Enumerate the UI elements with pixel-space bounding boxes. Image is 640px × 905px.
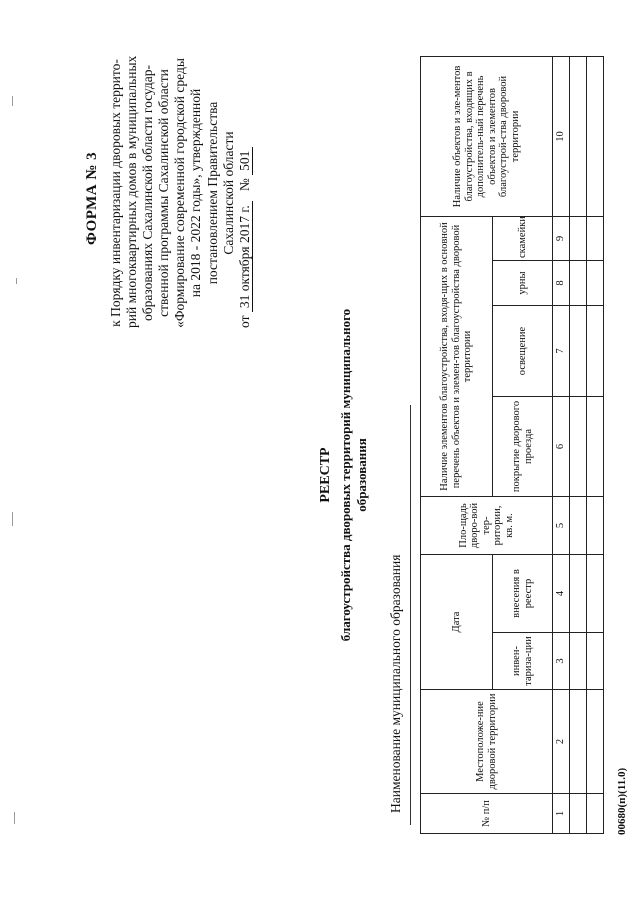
table-cell	[587, 397, 604, 497]
approval-date-line	[237, 58, 253, 328]
table-cell	[570, 555, 587, 633]
column-number: 9	[553, 216, 570, 260]
table-cell	[570, 397, 587, 497]
col-header-benches: скамейки	[493, 216, 553, 260]
approval-line: образованиях Сахалинской области государ-	[140, 64, 156, 322]
col-header-main-elements: Наличие элементов благоустройства, входя-щих в основной перечень объектов и элемен-тов благоустройства дворовой территории	[421, 216, 493, 496]
col-header-location: Местоположе-ние дворовой территории	[421, 690, 553, 794]
col-header-date-inventory: инвен-тариза-ции	[493, 633, 553, 690]
col-header-driveway: покрытие дворового проезда	[493, 397, 553, 497]
register-table	[420, 56, 604, 834]
table-cell	[587, 306, 604, 397]
table-cell	[570, 690, 587, 794]
scan-mark	[12, 512, 13, 526]
table-cell	[570, 261, 587, 306]
col-header-extra-elements: Наличие объектов и эле-ментов благоустройства, входящих в дополнитель-ный перечень объектов и элементов благоустрой-ства дворовой территории	[421, 56, 553, 216]
approval-line: на 2018 - 2022 годы», утвержденной	[188, 88, 204, 298]
footer-code: 00680(п)(11.0)	[616, 767, 628, 835]
table-row	[587, 56, 604, 833]
form-number: ФОРМА № 3	[84, 151, 100, 245]
column-number: 7	[553, 306, 570, 397]
column-number-row	[553, 56, 570, 833]
register-subtitle: благоустройства дворовых территорий муниципального образования	[338, 308, 369, 642]
column-number: 5	[553, 497, 570, 555]
approval-date: 31 октября 2017 г.	[237, 201, 253, 312]
scan-mark	[12, 96, 13, 106]
table-cell	[587, 497, 604, 555]
date-prefix: от	[236, 315, 252, 328]
col-header-area: Пло-щадь дворо-вой тер-ритории, кв. м.	[421, 497, 553, 555]
column-number: 4	[553, 555, 570, 633]
column-number: 8	[553, 261, 570, 306]
scan-mark	[16, 278, 17, 284]
header-row	[421, 56, 493, 833]
approval-line: постановлением Правительства	[204, 101, 220, 285]
table-cell	[587, 216, 604, 260]
approval-line: «Формирование современной городской среды	[172, 58, 188, 328]
column-number: 1	[553, 794, 570, 834]
approval-line: ственной программы Сахалинской области	[156, 69, 172, 317]
approval-line: к Порядку инвентаризации дворовых террито-	[108, 59, 123, 327]
register-title: РЕЕСТР	[318, 447, 333, 503]
col-header-lighting: освещение	[493, 306, 553, 397]
approval-block	[108, 55, 253, 328]
table-cell	[587, 555, 604, 633]
col-header-date: Дата	[421, 555, 493, 690]
table-cell	[587, 690, 604, 794]
col-header-number: № п/п	[421, 794, 553, 834]
column-number: 3	[553, 633, 570, 690]
col-header-date-register: внесения в реестр	[493, 555, 553, 633]
approval-number: 501	[237, 147, 253, 175]
table-row	[570, 56, 587, 833]
table-cell	[570, 794, 587, 834]
approval-line: рий многоквартирных домов в муниципальных	[124, 55, 140, 328]
table-cell	[570, 56, 587, 216]
col-header-bins: урны	[493, 261, 553, 306]
column-number: 2	[553, 690, 570, 794]
table-cell	[570, 306, 587, 397]
scan-mark	[14, 812, 15, 824]
column-number: 10	[553, 56, 570, 216]
table-cell	[587, 56, 604, 216]
table-cell	[570, 216, 587, 260]
table-cell	[587, 794, 604, 834]
table-cell	[570, 633, 587, 690]
municipality-label: Наименование муниципального образования	[388, 554, 403, 813]
number-label: №	[236, 178, 252, 192]
table-cell	[587, 633, 604, 690]
municipality-underline	[410, 405, 411, 825]
column-number: 6	[553, 397, 570, 497]
table-cell	[570, 497, 587, 555]
table-cell	[587, 261, 604, 306]
approval-line: Сахалинской области	[220, 131, 236, 255]
